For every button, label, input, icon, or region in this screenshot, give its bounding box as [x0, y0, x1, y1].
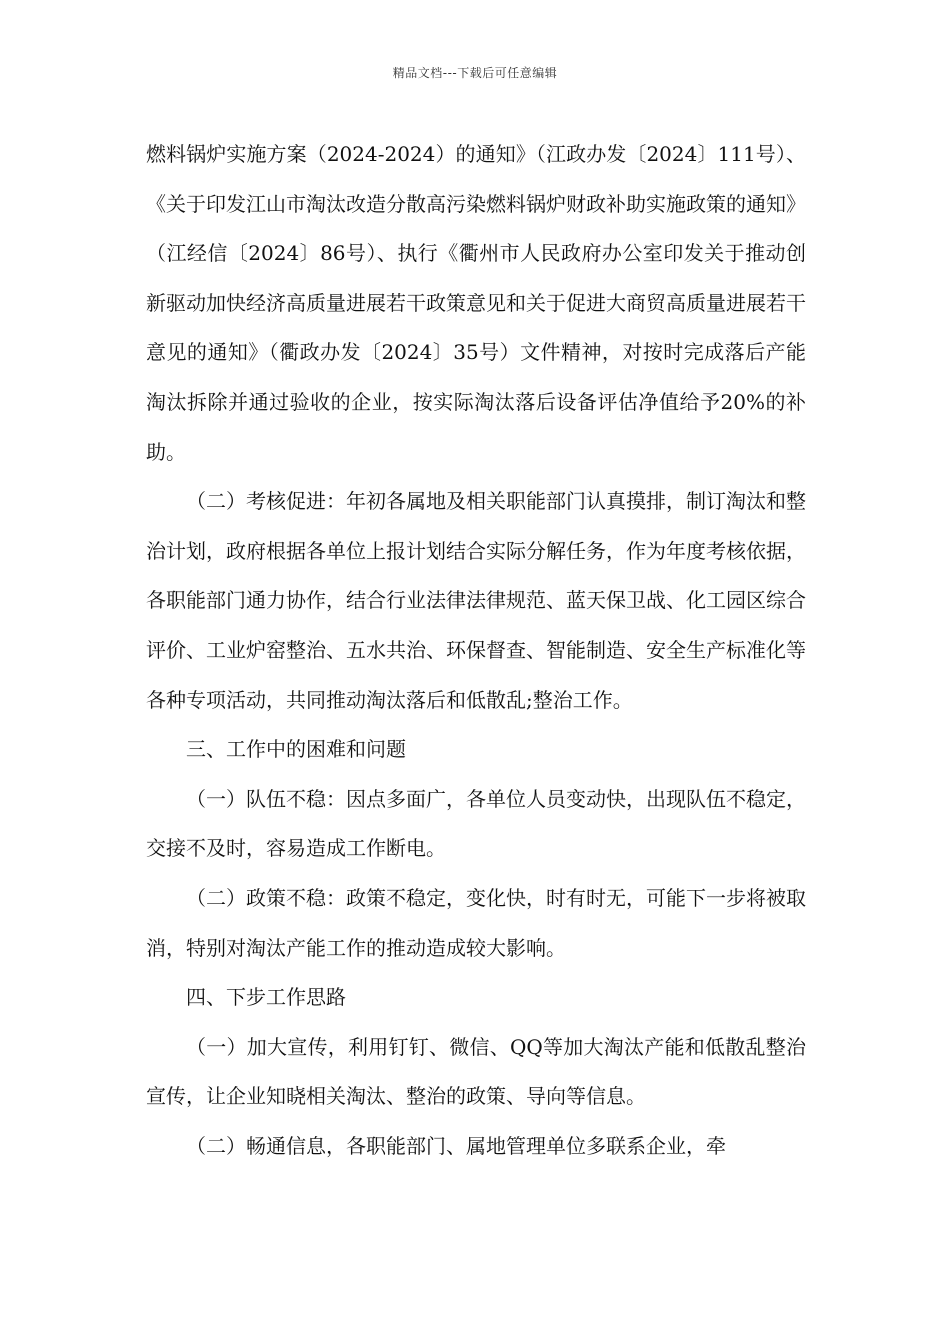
paragraph-policy-unstable: （二）政策不稳：政策不稳定，变化快，时有时无，可能下一步将被取消，特别对淘汰产能工作的推动造成较大影响。	[146, 885, 806, 960]
section-heading-next-steps: 四、下步工作思路	[186, 985, 346, 1010]
paragraph-team-unstable: （一）队伍不稳：因点多面广，各单位人员变动快，出现队伍不稳定，交接不及时，容易造成工作断电。	[146, 786, 806, 861]
section-heading-difficulties: 三、工作中的困难和问题	[186, 737, 406, 762]
document-body	[146, 130, 806, 1171]
page-header: 精品文档---下载后可任意编辑	[392, 66, 558, 80]
paragraph-information: （二）畅通信息，各职能部门、属地管理单位多联系企业，牵	[186, 1133, 726, 1158]
paragraph-policy-continuation: 燃料锅炉实施方案（2024-2024）的通知》（江政办发〔2024〕111号）、《关于印发江山市淘汰改造分散高污染燃料锅炉财政补助实施政策的通知》（江经信〔2024〕86号）、执行《衢州市人民政府办公室印发关于推动创新驱动加快经济高质量进展若干政策意见和关于促进大商贸高质量进展若干意见的通知》（衢政办发〔2024〕35号）文件精神，对按时完成落后产能淘汰拆除并通过验收的企业，按实际淘汰落后设备评估净值给予20%的补助。	[146, 142, 806, 464]
paragraph-publicity: （一）加大宣传，利用钉钉、微信、QQ等加大淘汰产能和低散乱整治宣传，让企业知晓相关淘汰、整治的政策、导向等信息。	[146, 1034, 806, 1109]
paragraph-assessment: （二）考核促进：年初各属地及相关职能部门认真摸排，制订淘汰和整治计划，政府根据各单位上报计划结合实际分解任务，作为年度考核依据，各职能部门通力协作，结合行业法律法律规范、蓝天保卫战、化工园区综合评价、工业炉窑整治、五水共治、环保督查、智能制造、安全生产标准化等各种专项活动，共同推动淘汰落后和低散乱;整治工作。	[146, 489, 806, 712]
